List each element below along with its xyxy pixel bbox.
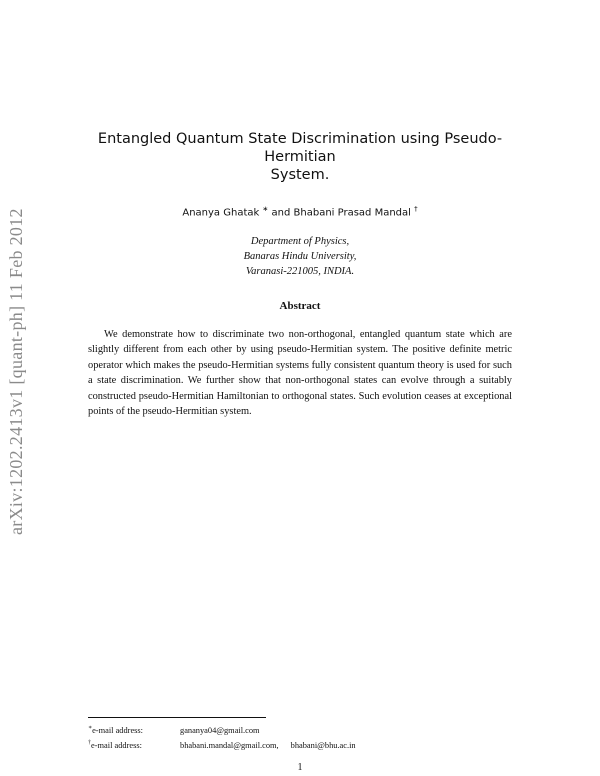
footnotes	[88, 722, 508, 752]
title-line-2: System.	[270, 167, 330, 183]
affiliation-line-2: Banaras Hindu University,	[243, 251, 357, 262]
footnote-1-email: gananya04@gmail.com	[180, 725, 260, 735]
footnote-1-mark: ∗	[88, 725, 93, 731]
author-1-footnote-mark: ∗	[262, 205, 269, 213]
author-2: Bhabani Prasad Mandal	[293, 207, 411, 219]
page-number: 1	[297, 762, 303, 773]
footnote-2-mark: †	[88, 739, 91, 746]
footnote-rule	[88, 717, 266, 718]
footnote-1	[88, 722, 508, 737]
abstract-text: We demonstrate how to discriminate two non-orthogonal, entangled quantum state which are slightly different from each other by using pseudo-Hermitian system. The positive definite metric operator which makes the pseudo-Hermitian systems fully consistent quantum theory is used for such a state discrimination. We further show that non-orthogonal states can evolve through a suitably constructed pseudo-Hermitian Hamiltonian to orthogonal states. Such evolution ceases at exceptional points of the pseudo-Hermitian system.	[88, 329, 512, 418]
affiliation-line-1: Department of Physics,	[250, 236, 350, 247]
footnote-1-label: e-mail address:	[92, 725, 144, 735]
title-line-1: Entangled Quantum State Discrimination using Pseudo-Hermitian	[97, 131, 503, 165]
author-conjunction: and	[268, 207, 294, 219]
paper-page: arXiv:1202.2413v1 [quant-ph] 11 Feb 2012 Entangled Quantum State Discrimination using Pseudo-Hermitian System. Ananya Ghatak ∗ and Bhabani Prasad Mandal † Department of Physics, Banaras Hindu University, Varanasi-221005, INDIA. Abstract We demonstrate how to discriminate two non-orthogonal, entangled quantum state which are slightly different from each other by using pseudo-Hermitian system. The positive definite metric operator which makes the pseudo-Hermitian systems fully consistent quantum theory is used for such a state discrimination. We further show that non-orthogonal states can evolve through a suitably constructed pseudo-Hermitian Hamiltonian to orthogonal states. Such evolution ceases at exceptional points of the pseudo-Hermitian system. ∗e-mail address: gananya04@gmail.com †e-mail address: bhabani.mandal@gmail.com, bhabani@bhu.ac.in 1	[0, 0, 600, 776]
affiliation	[150, 234, 450, 279]
author-2-footnote-mark: †	[414, 205, 418, 213]
author-1: Ananya Ghatak	[182, 207, 260, 219]
footnote-2	[88, 737, 508, 752]
abstract-heading: Abstract	[279, 300, 321, 312]
paper-title	[80, 130, 520, 184]
footnote-2-email-2: bhabani@bhu.ac.in	[290, 740, 356, 750]
author-list	[150, 205, 450, 218]
affiliation-line-3: Varanasi-221005, INDIA.	[245, 266, 355, 277]
footnote-2-email: bhabani.mandal@gmail.com,	[180, 740, 279, 750]
footnote-2-label: e-mail address:	[91, 740, 142, 750]
